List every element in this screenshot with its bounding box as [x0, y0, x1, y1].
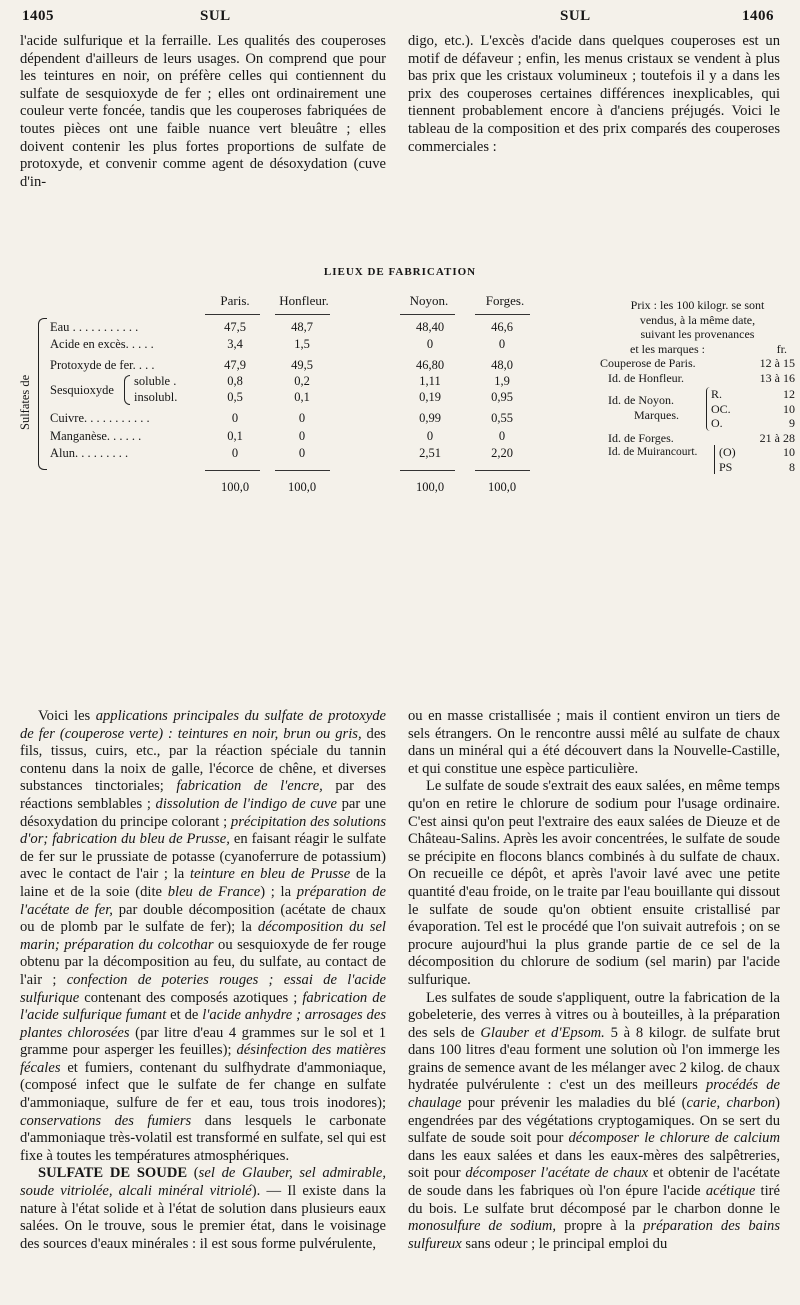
- page-number-left: 1405: [22, 8, 54, 24]
- row-label: Protoxyde de fer. . . .: [50, 358, 155, 372]
- price-mark: R.: [711, 387, 723, 401]
- table-cell: 0: [298, 446, 306, 460]
- table-cell: 48,40: [415, 320, 445, 334]
- row-label: soluble .: [134, 374, 177, 388]
- running-head-right: SUL: [560, 8, 591, 24]
- table-cell: 0: [498, 429, 506, 443]
- column-header: Paris.: [220, 293, 250, 308]
- row-label: Alun. . . . . . . . .: [50, 446, 129, 460]
- left-column-bottom: [20, 708, 386, 1253]
- price-value: 9: [789, 416, 795, 430]
- left-column-top: [20, 33, 386, 191]
- right-column-top: [408, 33, 780, 156]
- table-cell: 0,1: [227, 429, 243, 443]
- paragraph: Voici les applications principales du sulfate de protoxyde de fer (couperose verte) : teintures en noir, brun ou gris, des fils, tissus, cuirs, etc., par la réaction spéciale du tannin contenu dans la noix de galle, l'écorce de chêne, et diverses substances tinctoriales; fabrication de l'encre, par des réactions semblables ; dissolution de l'indigo de cuve par une désoxydation du principe colorant ; précipitation des solutions d'or; fabrication du bleu de Prusse, en faisant réagir le sulfate de fer sur le prussiate de potasse (cyanoferrure de potassium) avec le contact de l'air ; la teinture en bleu de Prusse de la laine et de la soie (dite bleu de France) ; la préparation de l'acétate de fer, par double décomposition (acétate de chaux ou de plomb par le sulfate de fer); la décomposition du sel marin; préparation du colcothar ou sesquioxyde de fer rouge obtenu par la décomposition au feu, du sulfate, au contact de l'air ; confection de poteries rouges ; essai de l'acide sulfurique contenant des composés azotiques ; fabrication de l'acide sulfurique fumant et de l'acide anhydre ; arrosages des plantes chlorosées (par litre d'eau 4 grammes sur le sol et 1 gramme pour asperger les feuilles); désinfection des matières fécales et fumiers, contenant du sulfhydrate d'ammoniaque, (composé infect que le sulfate de fer change en sulfate d'ammoniaque, sulfure de fer et eau, tous trois inodores); conservations des fumiers dans lesquels le carbonate d'ammoniaque très-volatil est transformé en sulfate, sel qui est fixe à toutes les températures atmosphériques.: [20, 708, 387, 1164]
- table-cell: 0: [298, 411, 306, 425]
- price-mark: O.: [711, 416, 723, 430]
- side-label: Sulfates de: [18, 374, 32, 430]
- price-label: Id. de Muirancourt.: [608, 446, 698, 458]
- paragraph: Les sulfates de soude s'appliquent, outre la fabrication de la gobeleterie, des verres à vitres ou à bouteilles, à la préparation des sels de Glauber et d'Epsom. 5 à 8 kilogr. de sulfate brut dans 100 litres d'eau forment une solution où l'on immerge les grains de semence avant de les mélanger avec 2 kilog. de chaux hydratée pulvérulente : c'est un des meilleurs procédés de chaulage pour prévenir les maladies du blé (carie, charbon) engendrées par des végétations cryptogamiques. On se sert du sulfate de soude soit pour décomposer le chlorure de calcium dans les eaux salées et dans les eaux-mères des salpêtreries, soit pour décomposer l'acétate de chaux et obtenir de l'acétate de soude dans les fabriques où l'on épure l'acide acétique tiré du bois. Le sulfate brut décomposé par le charbon donne le monosulfure de sodium, propre à la préparation des bains sulfureux sans odeur ; le principal emploi du: [408, 989, 781, 1252]
- column-header: Forges.: [485, 293, 525, 308]
- price-value: 12 à 15: [759, 356, 795, 370]
- table-cell: 48,7: [291, 320, 313, 334]
- table-cell: 1,5: [294, 337, 310, 351]
- table-cell: 0,1: [294, 390, 310, 404]
- price-label: Id. de Noyon.: [608, 393, 674, 407]
- right-column-bottom: [408, 708, 780, 1253]
- table-cell: 46,6: [491, 320, 513, 334]
- price-value: 10: [783, 445, 795, 459]
- price-value: 21 à 28: [759, 430, 795, 445]
- paragraph: ou en masse cristallisée ; mais il contient environ un tiers de sels étrangers. On le rencontre aussi mêlé au sulfate de chaux dans un minéral qui a été découvert dans la Nouvelle-Castille, et qui constitue une espèce particulière.: [408, 708, 780, 777]
- row-label: Cuivre. . . . . . . . . . .: [50, 411, 150, 425]
- table-total: 100,0: [415, 480, 445, 494]
- paragraph: Le sulfate de soude s'extrait des eaux salées, en même temps qu'on en retire le chlorure de sodium pour l'usage ordinaire. C'est ainsi qu'on peut l'extraire des eaux salées de Dieuze et de Château-Salins. Après les avoir concentrées, le sulfate de soude se précipite en flocons blancs combinés à du sulfate de chaux. On recueille ce dépôt, et après l'avoir lavé avec une petite quantité d'eau froide, on le traite par l'eau bouillante qui dissout le sulfate de soude qu'on obtient ensuite cristallisé par évaporation. Tel est le procédé que l'on suivait autrefois ; on se procure aujourd'hui la plus grande partie de ce sel de la décomposition du chlorure de sodium (sel marin) par l'acide sulfurique.: [408, 778, 780, 988]
- table-cell: 0,95: [491, 390, 513, 404]
- paragraph: digo, etc.). L'excès d'acide dans quelques couperoses est un motif de défaveur ; enfin, les menus cristaux se vendent à plus bas prix que les cristaux volumineux ; toutefois il y a dans les prix des couperoses certaines différences inexplicables, qui tiennent probablement encore à d'anciens préjugés. Voici le tableau de la composition et des prix comparés des couperoses commerciales :: [408, 33, 780, 155]
- price-heading: vendus, à la même date,: [639, 312, 756, 327]
- row-label: Manganèse. . . . . .: [50, 429, 142, 443]
- running-head-left: SUL: [200, 8, 231, 24]
- table-cell: 48,0: [491, 358, 513, 372]
- table-total: 100,0: [487, 480, 517, 494]
- table-cell: 1,9: [494, 374, 510, 388]
- table-total: 100,0: [287, 480, 317, 494]
- table-cell: 3,4: [227, 337, 243, 351]
- row-label: Acide en excès. . . . .: [50, 337, 154, 351]
- table-cell: 1,11: [419, 374, 441, 388]
- table-cell: 46,80: [415, 358, 445, 372]
- paragraph: l'acide sulfurique et la ferraille. Les qualités des couperoses dépendent d'ailleurs de leurs usages. On comprend que pour les teintures en noir, on préfère celles qui contiennent du sulfate de sesquioxyde de fer ; elles ont ordinairement une couleur verte foncée, tandis que les couperoses fabriquées de toutes pièces ont une faible nuance vert bleuâtre ; elles doivent contenir les plus fortes proportions de sulfate de protoxyde, et convenir comme agent de désoxydation (cuve d'in-: [20, 33, 386, 190]
- price-label: Id. de Honfleur.: [608, 370, 684, 385]
- row-label: Sesquioxyde: [50, 383, 114, 397]
- table-cell: 0: [298, 429, 306, 443]
- table-total: 100,0: [220, 480, 250, 494]
- price-value: 8: [789, 459, 795, 474]
- price-notes: [600, 298, 795, 474]
- price-value: 10: [783, 401, 795, 416]
- table-cell: 0,55: [491, 411, 513, 425]
- row-brace: [38, 318, 47, 470]
- price-heading: suivant les provenances: [640, 327, 755, 341]
- row-label: insolubl.: [134, 390, 178, 404]
- price-label: Id. de Forges.: [608, 430, 674, 445]
- table-title: LIEUX DE FABRICATION: [323, 266, 477, 278]
- price-label: Couperose de Paris.: [600, 356, 696, 370]
- row-label: Eau . . . . . . . . . . .: [50, 320, 139, 334]
- table-cell: 0: [426, 337, 434, 351]
- price-mark: OC.: [711, 401, 731, 416]
- table-cell: 0,8: [227, 374, 243, 388]
- price-label: Marques.: [634, 407, 679, 422]
- page-number-right: 1406: [742, 8, 774, 24]
- table-cell: 0: [231, 411, 239, 425]
- table-cell: 0: [231, 446, 239, 460]
- column-header: Honfleur.: [279, 293, 329, 308]
- price-unit: fr.: [776, 341, 787, 356]
- price-heading: et les marques :: [630, 341, 705, 356]
- price-heading: Prix : les 100 kilogr. se sont: [630, 298, 765, 312]
- table-cell: 0: [498, 337, 506, 351]
- table-cell: 49,5: [291, 358, 313, 372]
- table-cell: 0,19: [419, 390, 441, 404]
- table-cell: 2,51: [419, 446, 441, 460]
- table-cell: 2,20: [491, 446, 513, 460]
- price-value: 13 à 16: [759, 370, 795, 385]
- table-cell: 47,9: [224, 358, 246, 372]
- table-cell: 0,5: [227, 390, 243, 404]
- column-header: Noyon.: [409, 293, 449, 308]
- price-mark: PS: [719, 459, 733, 474]
- price-mark: (O): [719, 445, 736, 459]
- paragraph: SULFATE DE SOUDE (sel de Glauber, sel admirable, soude vitriolée, alcali minéral vitriolé). — Il existe dans la nature à l'état solide et à l'état de solution dans plusieurs eaux salées. On le trouve, sous le premier état, dans le voisinage des sources d'eaux minérales : il est sous forme pulvérulente,: [20, 1165, 386, 1252]
- table-cell: 0,2: [294, 374, 310, 388]
- table-cell: 0,99: [419, 411, 441, 425]
- table-cell: 0: [426, 429, 434, 443]
- price-value: 12: [783, 387, 795, 401]
- table-cell: 47,5: [224, 320, 246, 334]
